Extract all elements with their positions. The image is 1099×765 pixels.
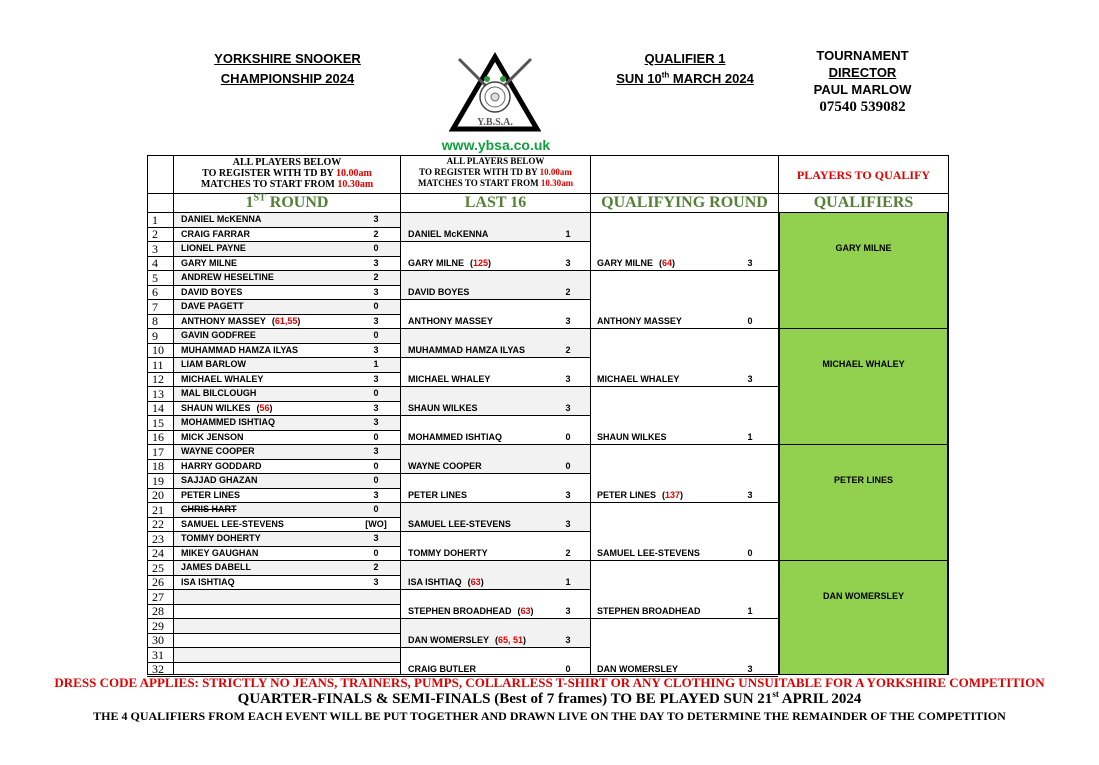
break-open: (	[470, 257, 474, 268]
title-line-1: YORKSHIRE SNOOKER	[214, 51, 361, 66]
round1-score: 0	[373, 243, 379, 253]
seed-number: 15	[152, 415, 164, 430]
last16-score: 2	[565, 547, 571, 558]
break-close: )	[297, 315, 301, 326]
player-name: DAVID BOYES	[408, 286, 470, 297]
qualifier-name: GARY MILNE	[835, 243, 892, 253]
player-name: MOHAMMED ISHTIAQ	[408, 431, 502, 442]
round1-score: 0	[373, 547, 379, 558]
qualifying-player	[597, 662, 678, 676]
player-name: DAVE PAGETT	[181, 301, 244, 311]
round1-player	[181, 270, 274, 284]
player-name: SAMUEL LEE-STEVENS	[408, 518, 511, 529]
last16-score: 3	[565, 634, 571, 645]
qualifier-cell	[779, 560, 948, 675]
round1-player	[181, 444, 255, 458]
player-name: SHAUN WILKES	[408, 402, 478, 413]
td-line-1: TOURNAMENT	[816, 48, 909, 63]
seed-number: 7	[152, 299, 158, 314]
round1-score: 3	[373, 373, 379, 384]
qualifying-player	[597, 372, 679, 386]
break-close: )	[530, 605, 534, 616]
seed-number: 16	[152, 430, 164, 444]
last16-divider	[400, 531, 590, 532]
last16-player	[408, 227, 488, 241]
highest-break: 64	[662, 257, 673, 268]
highest-break: 125	[473, 257, 489, 268]
player-name: WAYNE COOPER	[408, 460, 482, 471]
player-name: PETER LINES	[408, 489, 468, 500]
qualifier-cell	[779, 212, 948, 329]
round1-player	[181, 459, 262, 473]
seed-number: 2	[152, 227, 158, 241]
highest-break: 56	[259, 402, 270, 413]
seed-number: 20	[152, 488, 164, 502]
player-name: LIAM BARLOW	[181, 359, 246, 369]
last16-player	[408, 604, 534, 618]
round1-score: 3	[373, 446, 379, 456]
player-name: CHRIS HART	[181, 504, 237, 514]
seed-number: 23	[152, 531, 164, 546]
break-close: )	[680, 489, 684, 500]
col-qualifiers: QUALIFIERS	[813, 194, 914, 211]
qualifying-player	[597, 488, 683, 502]
seed-number: 32	[152, 662, 164, 676]
round1-score: 3	[373, 533, 379, 543]
round1-player	[181, 401, 273, 415]
round1-player	[181, 227, 250, 241]
seed-number: 24	[152, 546, 164, 560]
last16-score: 0	[565, 460, 571, 471]
last16-player	[408, 401, 478, 415]
round1-player	[181, 241, 246, 255]
qualifying-score: 3	[747, 489, 753, 500]
seed-number: 19	[152, 473, 164, 488]
row-divider	[147, 604, 400, 605]
qualifier-label: QUALIFIER 1	[644, 51, 726, 66]
player-name: MUHAMMAD HAMZA ILYAS	[181, 344, 298, 355]
seed-number: 6	[152, 285, 158, 299]
seed-number: 5	[152, 270, 158, 285]
player-name: HARRY GODDARD	[181, 460, 262, 471]
title-line-2: CHAMPIONSHIP 2024	[220, 71, 355, 86]
last16-divider	[400, 357, 590, 358]
row-shade	[174, 590, 400, 604]
tournament-director	[800, 47, 925, 116]
player-name: STEPHEN BROADHEAD	[408, 605, 512, 616]
highest-break: 63	[520, 605, 531, 616]
round1-score: 3	[373, 417, 379, 427]
player-name: ANTHONY MASSEY	[408, 315, 493, 326]
round1-player	[181, 502, 237, 516]
break-close: )	[488, 257, 492, 268]
player-name: GARY MILNE	[408, 257, 465, 268]
last16-score: 3	[565, 373, 571, 384]
seed-number: 14	[152, 401, 164, 415]
player-name: MICHAEL WHALEY	[597, 373, 680, 384]
last16-score: 3	[565, 605, 571, 616]
qualifying-divider	[590, 444, 778, 445]
round1-score: 3	[373, 344, 379, 355]
break-close: )	[672, 257, 676, 268]
logo-lettering: Y.B.S.A.	[477, 117, 513, 128]
round1-player	[181, 517, 284, 531]
last16-divider	[400, 647, 590, 648]
round1-player	[181, 314, 300, 328]
seed-number: 17	[152, 444, 164, 459]
seed-number: 31	[152, 647, 164, 662]
player-name: ANTHONY MASSEY	[181, 315, 266, 326]
player-name: ISA ISHTIAQ	[181, 576, 235, 587]
highest-break: 65, 51	[498, 634, 524, 645]
round1-score: 2	[373, 562, 379, 572]
round1-score: 0	[373, 431, 379, 442]
qualifying-divider	[590, 618, 778, 619]
round1-player	[181, 575, 235, 589]
last16-player	[408, 546, 488, 560]
last16-player	[408, 314, 493, 328]
qualifying-score: 0	[747, 547, 753, 558]
break-close: )	[523, 634, 527, 645]
round1-player	[181, 386, 256, 400]
last16-player	[408, 488, 467, 502]
row-divider	[147, 633, 400, 634]
website-link[interactable]: www.ybsa.co.uk	[441, 137, 551, 153]
break-open: (	[495, 634, 498, 645]
seed-number: 21	[152, 502, 164, 517]
col-last16: LAST 16	[464, 194, 527, 211]
player-name: DAN WOMERSLEY	[597, 663, 678, 674]
col-qualifying: QUALIFYING ROUND	[601, 194, 768, 211]
last16-player	[408, 517, 511, 531]
td-name: PAUL MARLOW	[813, 82, 912, 97]
last16-score: 3	[565, 315, 571, 326]
player-name: TOMMY DOHERTY	[408, 547, 488, 558]
last16-divider	[400, 299, 590, 300]
break-open: (	[271, 315, 275, 326]
round1-score: 3	[373, 402, 379, 413]
championship-title	[190, 49, 385, 89]
qualifying-divider	[590, 560, 778, 561]
round1-player	[181, 430, 244, 444]
round1-score: 3	[373, 315, 379, 326]
last16-player	[408, 459, 482, 473]
player-name: ISA ISHTIAQ	[408, 576, 462, 587]
player-name: MOHAMMED ISHTIAQ	[181, 417, 275, 427]
draw-note: THE 4 QUALIFIERS FROM EACH EVENT WILL BE PUT TOGETHER AND DRAWN LIVE ON THE DAY TO DETERMINE THE REMAINDER OF THE COMPETITION	[93, 709, 1006, 723]
qualifying-divider	[590, 328, 778, 329]
last16-score: 1	[565, 228, 571, 239]
break-close: )	[269, 402, 273, 413]
last16-score: 0	[565, 663, 571, 674]
last16-score: 3	[565, 257, 571, 268]
last16-divider	[400, 589, 590, 590]
seed-number: 10	[152, 343, 164, 357]
qualifying-divider	[590, 270, 778, 271]
break-open: (	[659, 257, 663, 268]
qualifier-name: DAN WOMERSLEY	[823, 591, 904, 601]
highest-break: 137	[665, 489, 681, 500]
last16-player	[408, 372, 490, 386]
register-note-last16: ALL PLAYERS BELOW TO REGISTER WITH TD BY 10.00am MATCHES TO START FROM 10.30am	[417, 156, 574, 188]
round1-score: 3	[373, 257, 379, 268]
player-name: DANIEL McKENNA	[408, 228, 489, 239]
player-name: PETER LINES	[597, 489, 657, 500]
seed-number: 12	[152, 372, 164, 386]
player-name: GARY MILNE	[597, 257, 654, 268]
round1-score: 0	[373, 388, 379, 398]
player-name: ANTHONY MASSEY	[597, 315, 682, 326]
player-name: GARY MILNE	[181, 257, 238, 268]
round1-player	[181, 372, 263, 386]
qualifying-divider	[590, 502, 778, 503]
qualifying-score: 1	[747, 431, 753, 442]
round1-player	[181, 415, 275, 429]
player-name: STEPHEN BROADHEAD	[597, 605, 701, 616]
seed-number: 13	[152, 386, 164, 401]
qualifying-score: 3	[747, 663, 753, 674]
player-name: SAMUEL LEE-STEVENS	[181, 518, 284, 529]
seed-number: 29	[152, 618, 164, 633]
player-name: SHAUN WILKES	[597, 431, 667, 442]
last16-score: 0	[565, 431, 571, 442]
qualifying-player	[597, 604, 701, 618]
players-to-qualify: PLAYERS TO QUALIFY	[796, 168, 931, 182]
round1-score: 0	[373, 330, 379, 340]
last16-player	[408, 662, 476, 676]
seed-number: 25	[152, 560, 164, 575]
last16-player	[408, 633, 526, 647]
break-open: (	[467, 576, 471, 587]
seed-number: 3	[152, 241, 158, 256]
break-open: (	[256, 402, 260, 413]
qualifier-name: PETER LINES	[833, 475, 893, 485]
seed-number: 1	[152, 212, 158, 227]
player-name: MUHAMMAD HAMZA ILYAS	[408, 344, 525, 355]
td-phone: 07540 539082	[819, 99, 906, 115]
round1-score: 1	[373, 359, 379, 369]
round1-score: 2	[373, 272, 379, 282]
seed-number: 27	[152, 589, 164, 604]
round1-score: 3	[373, 214, 379, 224]
last16-player	[408, 430, 502, 444]
qualifier-cell	[779, 328, 948, 445]
ybsa-logo	[445, 49, 545, 134]
last16-divider	[400, 415, 590, 416]
player-name: DAN WOMERSLEY	[408, 634, 489, 645]
player-name: SAMUEL LEE-STEVENS	[597, 547, 700, 558]
dress-code: DRESS CODE APPLIES: STRICTLY NO JEANS, TRAINERS, PUMPS, COLLARLESS T-SHIRT OR ANY CLOTHING UNSUITABLE FOR A YORKSHIRE COMPETITION	[54, 675, 1045, 690]
round1-score: 0	[373, 475, 379, 485]
qualifier-heading	[595, 49, 775, 89]
round1-score: 3	[373, 286, 379, 297]
seed-number: 26	[152, 575, 164, 589]
seed-number: 18	[152, 459, 164, 473]
player-name: MICHAEL WHALEY	[181, 373, 264, 384]
last16-player	[408, 343, 525, 357]
seed-number: 30	[152, 633, 164, 647]
qualifying-score: 1	[747, 605, 753, 616]
round1-player	[181, 473, 258, 487]
round1-score: 3	[373, 576, 379, 587]
round1-player	[181, 343, 298, 357]
qualifying-player	[597, 314, 682, 328]
qualifying-player	[597, 430, 667, 444]
highest-break: 61,55	[274, 315, 298, 326]
qualifying-player	[597, 546, 700, 560]
round1-player	[181, 357, 246, 371]
round1-score: 0	[373, 504, 379, 514]
round1-player	[181, 531, 261, 545]
player-name: SAJJAD GHAZAN	[181, 475, 258, 485]
qualifier-date: SUN 10th MARCH 2024	[616, 70, 754, 86]
last16-score: 3	[565, 518, 571, 529]
col-round1: 1ST ROUND	[245, 192, 329, 211]
last16-divider	[400, 241, 590, 242]
player-name: JAMES DABELL	[181, 562, 252, 572]
player-name: WAYNE COOPER	[181, 446, 255, 456]
last16-player	[408, 285, 469, 299]
qualifying-score: 3	[747, 257, 753, 268]
td-line-2: DIRECTOR	[828, 65, 897, 80]
break-close: )	[480, 576, 484, 587]
last16-divider	[400, 473, 590, 474]
last16-player	[408, 575, 484, 589]
last16-score: 3	[565, 402, 571, 413]
qualifying-divider	[590, 386, 778, 387]
player-name: ANDREW HESELTINE	[181, 272, 274, 282]
player-name: MICK JENSON	[181, 431, 244, 442]
last16-score: 1	[565, 576, 571, 587]
player-name: CRAIG BUTLER	[408, 663, 476, 674]
highest-break: 63	[470, 576, 481, 587]
last16-score: 2	[565, 344, 571, 355]
row-shade	[174, 619, 400, 633]
player-name: MICHAEL WHALEY	[408, 373, 491, 384]
round1-player	[181, 488, 240, 502]
seed-number: 11	[152, 357, 164, 372]
round1-score: 2	[373, 228, 379, 239]
finals-date: QUARTER-FINALS & SEMI-FINALS (Best of 7 frames) TO BE PLAYED SUN 21st APRIL 2024	[237, 689, 862, 707]
player-name: CRAIG FARRAR	[181, 228, 250, 239]
round1-score: [WO]	[365, 518, 387, 529]
last16-player	[408, 256, 491, 270]
round1-player	[181, 560, 251, 574]
qualifying-score: 3	[747, 373, 753, 384]
seed-number: 9	[152, 328, 158, 343]
qualifying-score: 0	[747, 315, 753, 326]
qualifier-name: MICHAEL WHALEY	[822, 359, 905, 369]
round1-player	[181, 546, 258, 560]
qualifier-cell	[779, 444, 948, 561]
round1-score: 0	[373, 301, 379, 311]
row-divider	[147, 662, 400, 663]
round1-player	[181, 256, 237, 270]
player-name: SHAUN WILKES	[181, 402, 251, 413]
seed-number: 8	[152, 314, 158, 328]
player-name: GAVIN GODFREE	[181, 330, 256, 340]
register-note-round1: ALL PLAYERS BELOW TO REGISTER WITH TD BY 10.00am MATCHES TO START FROM 10.30am	[200, 157, 374, 190]
qualifying-player	[597, 256, 675, 270]
player-name: DANIEL McKENNA	[181, 214, 262, 224]
round1-player	[181, 212, 261, 226]
round1-score: 0	[373, 460, 379, 471]
round1-player	[181, 299, 244, 313]
row-shade	[174, 648, 400, 662]
player-name: MIKEY GAUGHAN	[181, 547, 259, 558]
round1-player	[181, 285, 242, 299]
player-name: PETER LINES	[181, 489, 241, 500]
seed-number: 28	[152, 604, 164, 618]
seed-number: 22	[152, 517, 164, 531]
seed-number: 4	[152, 256, 158, 270]
round1-player	[181, 328, 256, 342]
player-name: LIONEL PAYNE	[181, 243, 246, 253]
player-name: MAL BILCLOUGH	[181, 388, 257, 398]
player-name: DAVID BOYES	[181, 286, 243, 297]
player-name: TOMMY DOHERTY	[181, 533, 261, 543]
break-open: (	[517, 605, 521, 616]
last16-score: 3	[565, 489, 571, 500]
round1-score: 3	[373, 489, 379, 500]
last16-score: 2	[565, 286, 571, 297]
break-open: (	[662, 489, 666, 500]
